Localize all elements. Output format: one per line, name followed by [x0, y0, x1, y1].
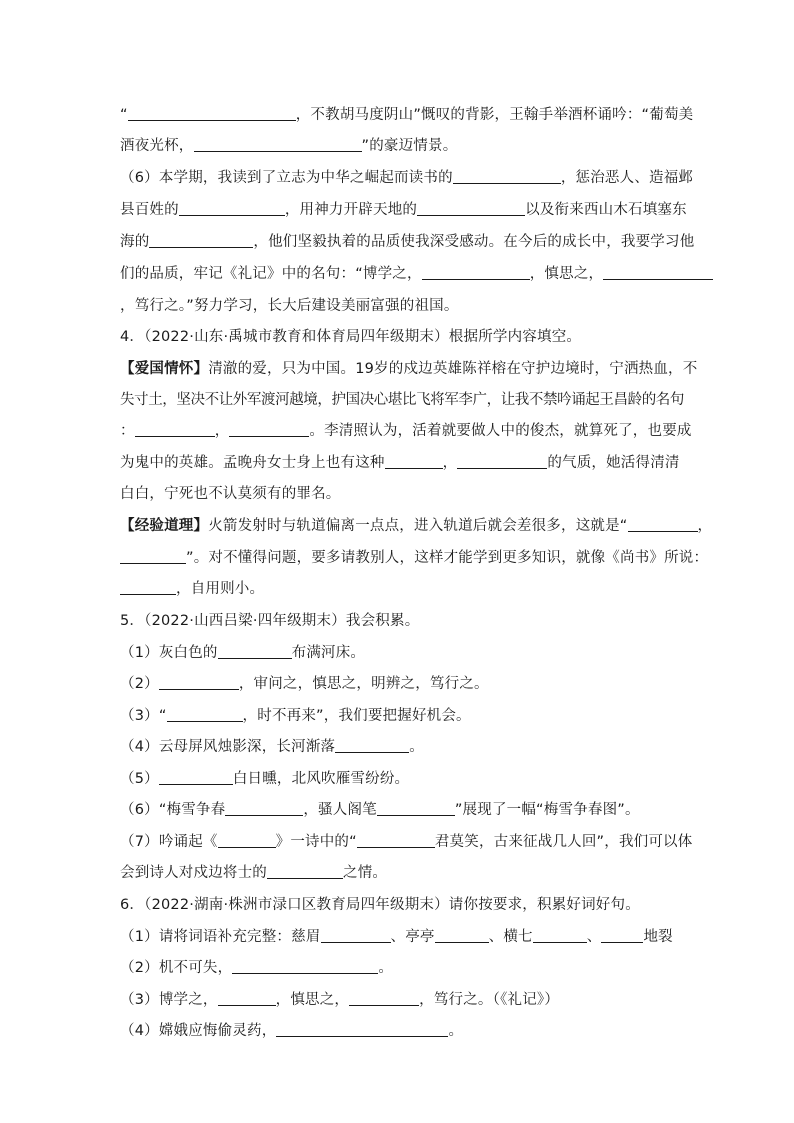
q5-header: 5．（2022·山西吕梁·四年级期末）我会积累。: [120, 613, 420, 629]
text: （3）“: [120, 708, 167, 724]
text: ，慎思之，: [529, 266, 604, 282]
text: ，惩治恶人、造福邺: [560, 170, 694, 186]
answer-blank[interactable]: [159, 674, 239, 690]
answer-blank[interactable]: [335, 737, 409, 753]
q5-item-7: [120, 830, 692, 851]
text: （1）请将词语补充完整：慈眉: [120, 929, 321, 945]
q4-para1-line-1: [120, 357, 697, 378]
q4-header: 4．（2022·山东·禹城市教育和体育局四年级期末）根据所学内容填空。: [120, 329, 582, 345]
text: ，笃行之。”努力学习，长大后建设美丽富强的祖国。: [120, 298, 459, 314]
answer-blank[interactable]: [377, 800, 455, 816]
text: （5）: [120, 771, 159, 787]
answer-blank[interactable]: [321, 927, 391, 943]
text: ，他们坚毅执着的品质使我深受感动。在今后的成长中，我要学习他: [253, 234, 695, 250]
text: 会到诗人对戍边将士的: [120, 865, 267, 881]
q4-para2-line-2: [120, 546, 708, 567]
text: 为鬼中的英雄。孟晚舟女士身上也有这种: [120, 455, 385, 471]
answer-blank[interactable]: [417, 200, 525, 216]
text: （3）博学之，: [120, 992, 218, 1008]
answer-blank[interactable]: [628, 516, 698, 532]
q6-header: 6．（2022·湖南·株洲市渌口区教育局四年级期末）请你按要求，积累好词好句。: [120, 897, 640, 913]
answer-blank[interactable]: [601, 927, 643, 943]
text: 、亭亭: [390, 929, 435, 945]
q4-para1-line-5: [120, 482, 341, 503]
q3-line-1: [120, 103, 693, 124]
answer-blank[interactable]: [349, 990, 419, 1006]
text: 布满河床。: [291, 645, 366, 661]
answer-blank[interactable]: [457, 453, 547, 469]
q4-para1-line-4: [120, 451, 680, 472]
answer-blank[interactable]: [385, 453, 443, 469]
text: ，不教胡马度阴山”慨叹的背影，王翰手举酒杯诵吟：“葡萄美: [295, 107, 694, 123]
text: 》一诗中的“: [275, 834, 357, 850]
text: 、横七: [488, 929, 533, 945]
q6-item-2: [120, 956, 393, 977]
answer-blank[interactable]: [453, 168, 561, 184]
answer-blank[interactable]: [194, 136, 362, 152]
section-tag: 【爱国情怀】: [120, 361, 209, 377]
text: ，审问之，慎思之，明辨之，笃行之。: [238, 676, 489, 692]
answer-blank[interactable]: [229, 421, 309, 437]
answer-blank[interactable]: [120, 579, 176, 595]
text: （7）吟诵起《: [120, 834, 218, 850]
q3-line-5: [120, 230, 694, 251]
q3-line-2: [120, 134, 457, 155]
answer-blank[interactable]: [149, 232, 253, 248]
text: 。: [409, 739, 424, 755]
q6-item-4: [120, 1019, 463, 1040]
text: ”展现了一幅“梅雪争春图”。: [454, 802, 640, 818]
answer-blank[interactable]: [218, 832, 276, 848]
q5-item-6: [120, 798, 640, 819]
q5-item-3: [120, 704, 471, 725]
text: 酒夜光杯，: [120, 138, 194, 154]
text: 。李清照认为，活着就要做人中的俊杰，就算死了，也要成: [309, 423, 692, 439]
text: ，自用则小。: [176, 581, 265, 597]
q3-line-3: [120, 166, 693, 187]
section-tag: 【经验道理】: [120, 518, 209, 534]
q3-line-7: [120, 294, 459, 315]
q3-line-6: [120, 262, 713, 283]
text: 的气质，她活得清清: [547, 455, 680, 471]
q6-item-3: [120, 988, 559, 1009]
text: 、: [586, 929, 602, 945]
text: ”。对不懂得问题，要多请教别人，这样才能学到更多知识，就像《尚书》所说：: [186, 550, 709, 566]
answer-blank[interactable]: [533, 927, 587, 943]
q4-para1-line-3: [120, 419, 692, 440]
text: （6）本学期，我读到了立志为中华之崛起而读书的: [120, 170, 453, 186]
answer-blank[interactable]: [435, 927, 489, 943]
text: ，骚人阁笔: [303, 802, 377, 818]
text: 君莫笑，古来征战几人回”，我们可以体: [434, 834, 693, 850]
q6-item-1: [120, 925, 673, 946]
answer-blank[interactable]: [603, 264, 713, 280]
q5-item-5: [120, 767, 409, 788]
answer-blank[interactable]: [218, 643, 292, 659]
text: ，用神力开辟天地的: [284, 202, 418, 218]
text: 海的: [120, 234, 150, 250]
text: 失寸土，坚决不让外军渡河越境，护国决心堪比飞将军李广，让我不禁吟诵起王昌龄的名句: [120, 392, 684, 408]
text: 们的品质，牢记《礼记》中的名句：“博学之，: [120, 266, 422, 282]
answer-blank[interactable]: [179, 200, 285, 216]
answer-blank[interactable]: [167, 706, 243, 722]
answer-blank[interactable]: [135, 421, 215, 437]
answer-blank[interactable]: [225, 800, 303, 816]
text: （1）灰白色的: [120, 645, 218, 661]
answer-blank[interactable]: [276, 1021, 448, 1037]
text: 之情。: [343, 865, 388, 881]
text: ，时不再来”，我们要把握好机会。: [242, 708, 471, 724]
q4-para2-line-3: [120, 577, 264, 598]
text: 火箭发射时与轨道偏离一点点，进入轨道后就会差很多，这就是“: [208, 518, 628, 534]
text: ，: [697, 518, 713, 534]
q5-item-1: [120, 641, 365, 662]
answer-blank[interactable]: [357, 832, 435, 848]
text: 地裂: [643, 929, 673, 945]
text: 。: [378, 960, 394, 976]
text: （6）“梅雪争春: [120, 802, 226, 818]
q5-item-7-line-2: [120, 861, 387, 882]
answer-blank[interactable]: [232, 958, 378, 974]
text: 清澈的爱，只为中国。19岁的戍边英雄陈祥榕在守护边境时，宁洒热血，不: [208, 361, 698, 377]
text: （2）机不可失，: [120, 960, 233, 976]
text: 白日曛，北风吹雁雪纷纷。: [232, 771, 410, 787]
text: ，慎思之，: [275, 992, 350, 1008]
answer-blank[interactable]: [159, 769, 233, 785]
text: ，: [214, 423, 230, 439]
answer-blank[interactable]: [128, 105, 296, 121]
answer-blank[interactable]: [120, 548, 186, 564]
q5-item-4: [120, 735, 424, 756]
text: 白白，宁死也不认莫须有的罪名。: [120, 486, 341, 502]
text: “: [120, 107, 128, 123]
q4-para1-line-2: [120, 388, 684, 409]
text: （2）: [120, 676, 159, 692]
answer-blank[interactable]: [267, 863, 343, 879]
answer-blank[interactable]: [218, 990, 276, 1006]
q4-para2-line-1: [120, 514, 712, 535]
text: 以及衔来西山木石填塞东: [525, 202, 687, 218]
q3-line-4: [120, 198, 687, 219]
text: 。: [448, 1023, 464, 1039]
text: 县百姓的: [120, 202, 179, 218]
text: ”的豪迈情景。: [361, 138, 458, 154]
text: ，: [442, 455, 458, 471]
text: （4）云母屏风烛影深，长河渐落: [120, 739, 336, 755]
text: ：: [120, 423, 135, 439]
q5-item-2: [120, 672, 489, 693]
text: （4）嫦娥应悔偷灵药，: [120, 1023, 277, 1039]
text: ，笃行之。（《礼记》）: [419, 992, 560, 1008]
answer-blank[interactable]: [422, 264, 530, 280]
